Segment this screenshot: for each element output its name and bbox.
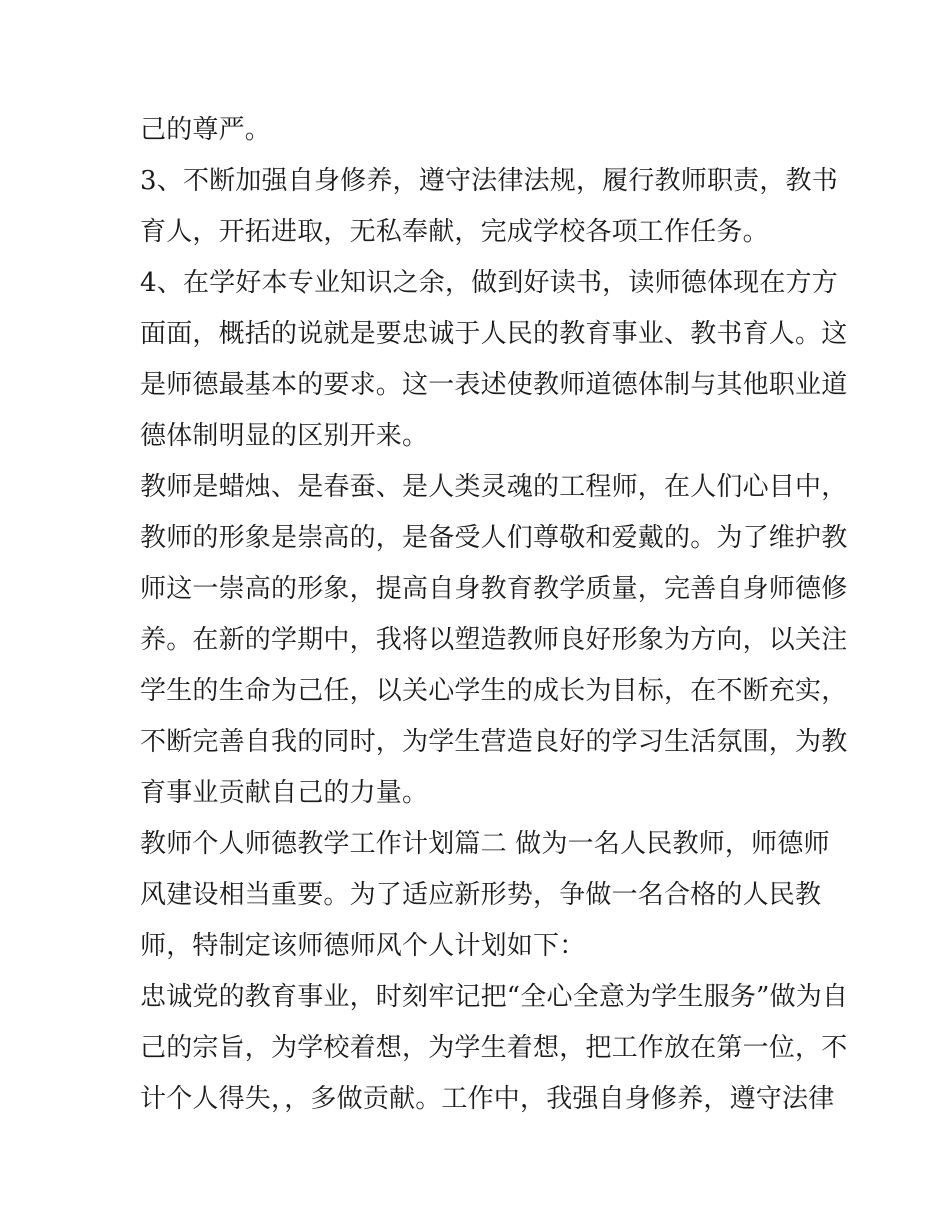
text-line: 教师是蜡烛、是春蚕、是人类灵魂的工程师，在人们心目中， [140,472,848,502]
text-line: 养。在新的学期中，我将以塑造教师良好形象为方向，以关注 [140,625,848,655]
text-line: 教师的形象是崇高的，是备受人们尊敬和爱戴的。为了维护教 [140,523,848,553]
text-line: 己的尊严。 [140,115,272,145]
text-line: 己的宗旨，为学校着想，为学生着想，把工作放在第一位，不 [140,1033,848,1063]
text-line: 风建设相当重要。为了适应新形势，争做一名合格的人民教 [140,880,822,910]
text-line: 学生的生命为己任，以关心学生的成长为目标，在不断充实， [140,676,848,706]
text-line: 是师德最基本的要求。这一表述使教师道德体制与其他职业道 [140,370,848,400]
text-line: 德体制明显的区别开来。 [140,421,429,451]
text-line: 教师个人师德教学工作计划篇二 做为一名人民教师，师德师 [140,829,830,859]
text-line: 4、在学好本专业知识之余，做到好读书，读师德体现在方方 [140,268,838,298]
text-line: 育人，开拓进取，无私奉献，完成学校各项工作任务。 [140,217,769,247]
text-line: 面面，概括的说就是要忠诚于人民的教育事业、教书育人。这 [140,319,848,349]
text-line: 师这一崇高的形象，提高自身教育教学质量，完善自身师德修 [140,574,848,604]
text-line: 3、不断加强自身修养，遵守法律法规，履行教师职责，教书 [140,166,838,196]
text-line: 师，特制定该师德师风个人计划如下： [140,931,586,961]
text-line: 育事业贡献自己的力量。 [140,778,429,808]
text-line: 不断完善自我的同时，为学生营造良好的学习生活氛围，为教 [140,727,848,757]
text-line: 忠诚党的教育事业，时刻牢记把“全心全意为学生服务”做为自 [140,982,849,1012]
text-line: 计个人得失，，多做贡献。工作中，我强自身修养，遵守法律 [140,1084,835,1114]
